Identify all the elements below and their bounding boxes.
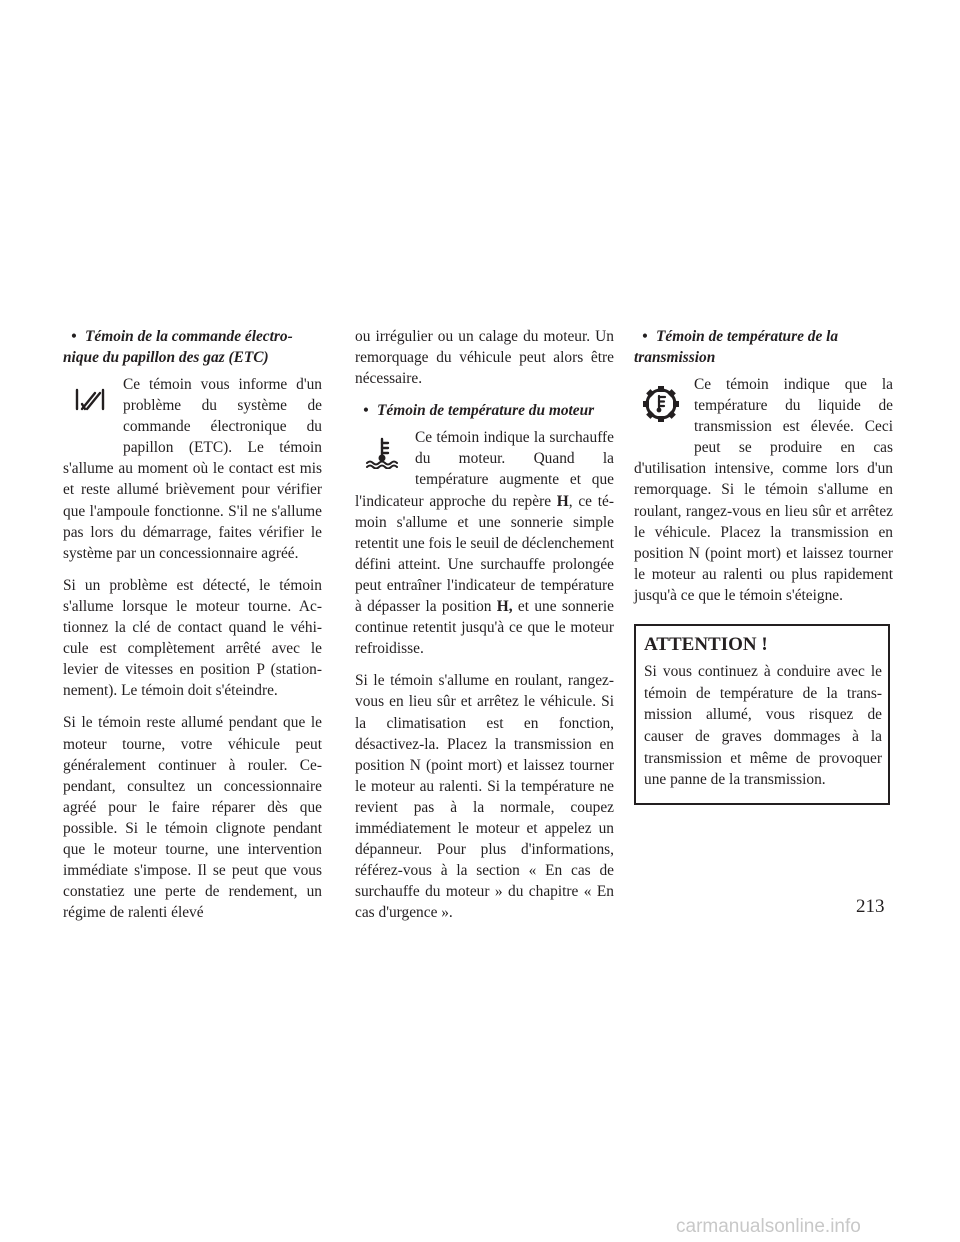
etc-paragraph-2: Si un problème est détecté, le témoin s'allume lorsque le moteur tourne. Actionnez la clé de contact quand le véhicule est complètement arrêté avec le levier de vitesses en position P (stationnement). Le témoin doit s'éteindre. xyxy=(63,576,322,700)
column-2 xyxy=(355,326,614,934)
etc-throttle-icon xyxy=(63,380,117,444)
transmission-temperature-icon xyxy=(634,380,688,444)
coolant-temperature-icon xyxy=(355,433,409,473)
etc-heading-text: Témoin de la commande électronique du papillon des gaz (ETC) xyxy=(63,328,293,366)
engine-temp-text-b: , ce témoin s'allume et une sonnerie simple retentit une fois le seuil de déclenchement défini atteint. Une surchauffe prolongée peut entraîner l'indicateur de température à dépasser la position xyxy=(355,492,615,616)
etc-heading xyxy=(63,326,322,368)
bullet: • xyxy=(363,402,369,420)
etc-paragraph-1: Ce témoin vous informe d'un problème du système de commande électronique du papillon (ETC). Le témoin s'allume au moment où le contact est mis et reste allumé brièvement pour vérifier que l'ampoule fonctionne. S'il ne s'allume pas lors du démarrage, faites vérifier le système par un concessionnaire agréé. xyxy=(63,376,322,562)
h-mark-2: H, xyxy=(496,598,513,616)
engine-temp-text-c: et une sonnerie continue retentit jusqu'à ce que le moteur refroidisse. xyxy=(355,598,614,658)
transmission-temp-heading xyxy=(634,326,893,368)
engine-temp-text-a: Ce témoin indique la surchauffe du moteur. Quand la température augmente et que l'indicateur approche du repère xyxy=(355,429,614,510)
etc-paragraph-continued: ou irrégulier ou un calage du moteur. Un remorquage du véhicule peut alors être nécessaire. xyxy=(355,328,614,388)
bullet: • xyxy=(642,328,648,345)
column-1 xyxy=(63,326,322,934)
engine-temp-heading-text: Témoin de température du moteur xyxy=(377,402,595,420)
h-mark: H xyxy=(556,492,569,510)
transmission-temp-paragraph: Ce témoin indique que la température du liquide de transmission est élevée. Ceci peut se produire en cas d'utilisation intensive, comme lors d'un remorquage. Si le témoin s'allume en roulant, rangez-vous en lieu sûr et arrêtez le véhicule. Placez la transmission en position N (point mort) et laissez tourner le moteur au ralenti ou plus rapidement jusqu'à ce que le témoin s'éteigne. xyxy=(634,376,893,604)
attention-title: ATTENTION ! xyxy=(644,634,768,656)
etc-paragraph-3: Si le témoin reste allumé pendant que le moteur tourne, votre véhicule peut généralement continuer à rouler. Cependant, consultez un concessionnaire agréé pour le faire réparer dès que possible. Si le témoin clignote pendant que le moteur tourne, une intervention immédiate s'impose. Il se peut que vous constatiez une perte de rendement, un régime de ralenti élevé xyxy=(63,714,322,922)
attention-text: Si vous continuez à conduire avec le témoin de température de la transmission allumé, vous risquez de causer de graves dommages à la transmission et même de provoquer une panne de la transmission. xyxy=(644,663,882,789)
transmission-temp-heading-text: Témoin de température de la transmission xyxy=(634,328,839,366)
engine-temp-paragraph-2: Si le témoin s'allume en roulant, rangez-vous en lieu sûr et arrêtez le véhicule. Si la climatisation est en fonction, désactivez-la. Placez la transmission en position N (point mort) et laissez tourner le moteur au ralenti. Si la température ne revient pas à la normale, coupez immédiatement le moteur et appelez un dépanneur. Pour plus d'informations, référez-vous à la section « En cas de surchauffe du moteur » du chapitre « En cas d'urgence ». xyxy=(355,672,614,922)
engine-temp-heading xyxy=(355,400,614,421)
bullet: • xyxy=(71,328,77,345)
watermark: carmanualsonline.info xyxy=(676,1216,861,1237)
column-3 xyxy=(634,326,893,805)
attention-box xyxy=(634,624,890,805)
page-number: 213 xyxy=(856,896,885,917)
